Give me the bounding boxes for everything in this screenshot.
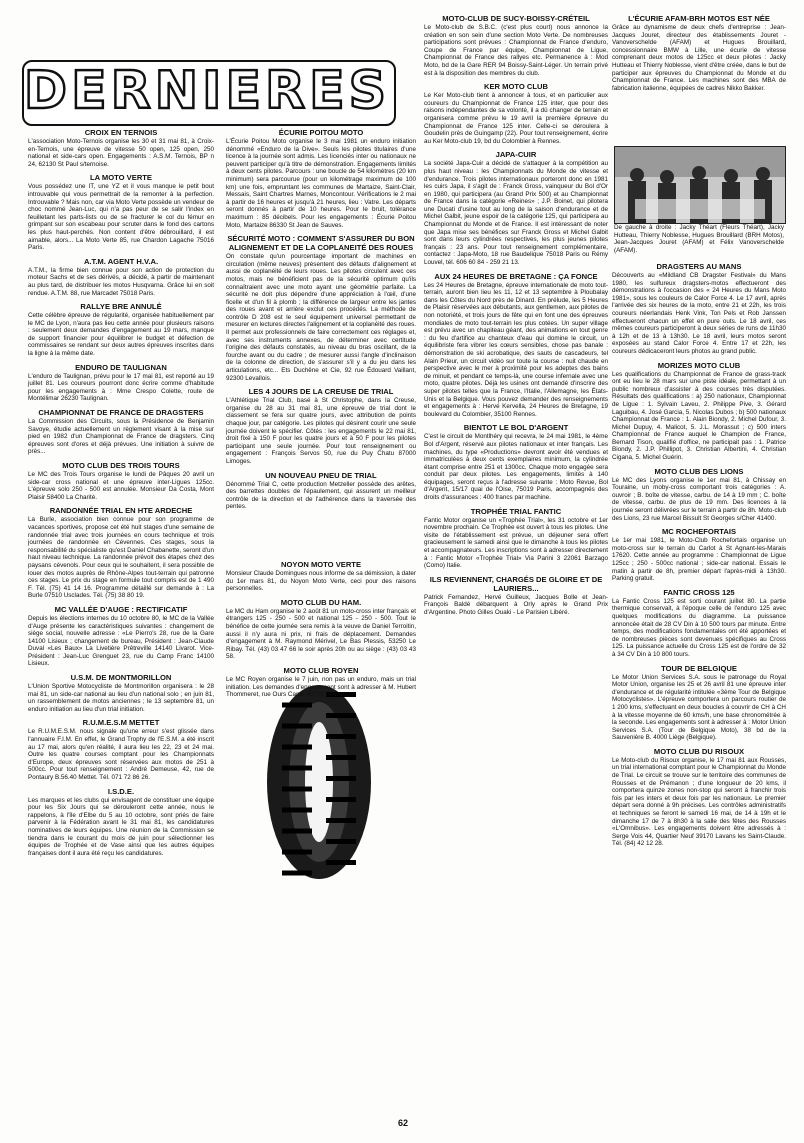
article bbox=[28, 605, 214, 668]
article-heading: RALLYE BRE ANNULÉ bbox=[80, 302, 162, 312]
article-heading: MOTO CLUB ROYEN bbox=[283, 665, 359, 675]
article-body: Patrick Fernandez, Hervé Guilleux, Jacques Bolle et Jean-François Baldé débarquent à Orly après le Grand Prix d'Argentine. Photo Gilles Ouaki - Le Parisien Libéré. bbox=[424, 593, 608, 616]
article-body: La Fantic Cross 125 est sorti courant juillet 80. La partie thermique conservait, à l'époque celle de l'enduro 125 avec quelques modifications du diagramme. La puissance annoncée était de 28 CV Din à 10 500 tours par minute. Entre temps, des modifications fondamentales ont été apportées et de nombreuses pièces sont devenues spécifiques au Cross 125. La puissance actuelle du Cross 125 est de l'ordre de 32 à 34 CV Din à 10 800 tours. bbox=[612, 597, 786, 658]
team-photo bbox=[614, 146, 786, 224]
article-heading: SÉCURITÉ MOTO : COMMENT S'ASSURER DU BON ALIGNEMENT ET DE LA COPLANEITÉ DES ROUES bbox=[227, 234, 415, 253]
article-heading: R.U.M.E.S.M METTET bbox=[82, 718, 160, 728]
article bbox=[424, 150, 608, 266]
article-heading: JAPA-CUIR bbox=[495, 150, 537, 160]
masthead bbox=[22, 60, 392, 122]
article-body: A.T.M., la firme bien connue pour son action de protection du moteur Sachs et de ses dérivés, a décidé, à partir de maintenant au plus tard, de distribuer les motos Husqvarna. Grâce lui en soit rendue. A.T.M. 88, rue Marcadet 75018 Paris. bbox=[28, 266, 214, 297]
article bbox=[612, 361, 786, 462]
article-heading: AUX 24 HEURES DE BRETAGNE : ÇA FONCE bbox=[434, 271, 598, 281]
article bbox=[424, 14, 608, 77]
column-2 bbox=[226, 128, 416, 516]
article-body: Grâce au dynamisme de deux chefs d'entreprise : Jean-Jacques Jouret, directeur des établissements Jouret - Vanoverschelde (AFAM) et Hugues Brouillard, concessionnaire BMW à Lille, une écurie de vitesse comprenant deux motos de 125cc et deux pilotes : Jacky Hutteau et Thierry Noblesse, vient d'être créée, dans le but de participer aux épreuves du Championnat du Monde et du Championnat de France. Les machines sont des MBA de fabrication italienne, équipées de cadres Nikko Bakker. bbox=[612, 24, 786, 92]
article-body: Les marques et les clubs qui envisagent de constituer une équipe pour les Six Jours qui se dérouleront cette année, nous le rappelons, à l'île d'Elbe du 5 au 10 octobre, sont priés de faire parvenir à la Fédération avant le 31 mai 81, les candidatures nominatives de leurs équipes. Une réunion de la Commission se tiendra dans le courant du mois de juin pour sélectionner les équipes de Trophée et de Vase ainsi que les autres équipes françaises dont il aura été reçu les candidatures. bbox=[28, 796, 214, 857]
article-heading: ENDURO DE TAULIGNAN bbox=[75, 362, 167, 372]
article bbox=[424, 272, 608, 419]
article-heading: MOTO CLUB DES LIONS bbox=[654, 466, 744, 476]
article bbox=[612, 467, 786, 523]
column-1 bbox=[28, 128, 214, 862]
article-body: Le MC des Trois Tours organise le lundi de Pâques 20 avril un side-car cross national et une épreuve inter-Ligues 125cc. L'épreuve solo 250 - 500 est annulée. Monsieur Da Costa, Mont Plaisir 58400 La Charité. bbox=[28, 471, 214, 501]
article-body: L'Écurie Poitou Moto organise le 3 mai 1981 un enduro initiation dénommé «Enduro de la Dive». Seuls les pilotes titulaires d'une licence à la journée sont admis. Les licenciés inter ou nationaux ne peuvent participer qu'à titre de démonstration. Engagements limités à deux cents pilotes. Parcours : une boucle de 54 kilomètres (20 km minimum) sera parcourue (pour un kilométrage maximum de 100 km) une fois, empruntant les communes de Martaize, Saint-Clair, Messais, Saint Chartres Marnes, Moncontour. Vérifications le 2 mai à partir de 16 heures et jusqu'à 21 heures, lieu : Vatre. Les départs seront donnés à partir de 10 heures. Pour le bruit, tolérance maximum : 85 décibels. Pour les engagements : Écurie Poitou Moto, Martaize 86330 St Jean de Sauves. bbox=[226, 138, 416, 229]
article bbox=[612, 262, 786, 356]
article-body: Le Moto-club du Risoux organise, le 17 mai 81 aux Rousses, un trial international comptant pour le Championnat du Monde de Trial. Le circuit se trouve sur le territoire des communes de Rousses et de Prémanon ; d'une longueur de 20 kms, il comportera quinze zones non-stop qui seront à franchir trois fois par les inters et deux fois par les nationaux. Le premier départ sera donné à 9h précises. Les contrôles administratifs et techniques se feront le samedi 16 mai, de 14 à 19h et le dimanche 17 de 7 à 8h30 à la salle des fêtes des Rousses «L'Omnibus». Les engagements doivent être adressés à : Serge Vois 44, Quartier Neuf 39170 Lavans les Saint-Claude. Tél. (84) 42 12 28. bbox=[612, 756, 786, 848]
article-heading: RANDONNÉE TRIAL EN HTE ARDECHE bbox=[49, 506, 193, 516]
article bbox=[28, 461, 214, 501]
masthead-title: DERNIERES bbox=[23, 61, 391, 121]
article bbox=[28, 787, 214, 858]
article-body: L'association Moto-Ternois organise les 30 et 31 mai 81, à Croix-en-Ternois, une épreuve de vitesse 50 open, 125 open, 250 national et side-cars open. Engagements : A.S.M. Ternois, BP n 24, 62130 St Paul s/ternoise. bbox=[28, 138, 214, 168]
article bbox=[28, 408, 214, 456]
column-4-lower bbox=[612, 262, 786, 853]
article-heading: I.S.D.E. bbox=[107, 786, 135, 796]
article-heading: MORIZES MOTO CLUB bbox=[657, 360, 741, 370]
article bbox=[226, 598, 416, 661]
article-body: Monsieur Claude Domingues nous informe de sa démission, à dater du 1er mars 81, du Noyon Moto Verte, ceci pour des raisons personnelles. bbox=[226, 570, 416, 593]
article-body: Découverts au «Mildland CB Dragster Festival» du Mans 1980, les sulfureux dragsters-motos effectueront des démonstrations à l'occasion des « 24 Heures du Mans Moto 1981», sous les couleurs de Calor Force 4. Le 17 avril, après l'arrivée des six heures de la moto, entre 21 et 22h, les trois coureurs néerlandais Henk Vink, Ton Pels et Rob Janssen effectueront chacun un effet en pure outs. Le 18 avril, ces mêmes coureurs participeront à deux séries de runs de 11h30 à 12h et de 13 à 13h30. Le 18 avril, leurs motos seront exposées au stand Calor Force 4. Entre 17 et 22h, les coureurs dédicaceront leurs photos au grand public. bbox=[612, 272, 786, 355]
article bbox=[28, 673, 214, 713]
article-body: Cette célèbre épreuve de régularité, organisée habituellement par le MC de Lyon, n'aura pas lieu cette année pour plusieurs raisons : seulement deux demandes d'engagement au 19 mars, manque de support financier pour équilibrer le budget et défection de commissaires se rendant sur deux autres épreuves inscrites dans la ligne à la même date. bbox=[28, 312, 214, 358]
article bbox=[424, 82, 608, 145]
article bbox=[226, 387, 416, 465]
article bbox=[28, 363, 214, 403]
article-heading: MC VALLÉE D'AUGE : RECTIFICATIF bbox=[54, 604, 188, 614]
article-heading: MOTO CLUB DES TROIS TOURS bbox=[62, 461, 180, 470]
article-heading: BIENTOT LE BOL D'ARGENT bbox=[463, 423, 569, 433]
article bbox=[612, 747, 786, 848]
article-body: Les 24 Heures de Bretagne, épreuve internationale de moto tout-terrain, auront bien lieu les 11, 12 et 13 septembre à Ploubalay dans les Côtes du Nord près de Dinard. En prélude, les 5 Heures de Plaisir réservées aux débutants, aux gentlemen, aux pilotes de non notoriété, et trois jours de fête qui en font une des épreuves mondiales de moto tout-terrain les plus cotées. Un super village est prévu avec un chapiteau géant, des animations en tout genre : du feu d'artifice au chanteux d'eau qui domine le circuit, un équilibriste fera vibrer les cœurs sensibles, chose pas banale : démonstration de ski acrobatique, des sauts de cascadeurs, tel Alain Prieur, un circuit vidéo sur toute la course : nuit chaude en perspective avec le mer à proximité pour les adeptes des bains de minuit, et pendant ce temps-là, une course infernale avec une moto, quatre pilotes. Déjà les usines ont demandé d'inscrire des super pilotes telles que la France, l'Italie, l'Allemagne, les États-Unis et la Belgique. Vous pouvez demander des renseignements et engagements à : Hervé Kervella, 24 Heures de Bretagne, 19 boulevard du Colombier, 35100 Rennes. bbox=[424, 281, 608, 418]
article-body: L'Union Sportive Motocycliste de Montmorillon organisera : le 28 mai 81, un side-car national au lieu d'un national solo ; en juin 81, un rassemblement de motos anciennes ; le 13 septembre 81, un enduro initiation au lieu d'un trial initiation. bbox=[28, 683, 214, 713]
article-body: Fantic Motor organise un «Trophée Trial», les 31 octobre et 1er novembre prochain. Ce Trophée est ouvert à tous les pilotes. Une visite de l'établissement est prévue, un déjeuner sera offert gracieusement le samedi ainsi que le dimanche à tous les pilotes et accompagnateurs. Les inscriptions sont à adresser directement à : Fantic Motor «Trophée Trial» Via Parini 3 22061 Barzago (Como) Italie. bbox=[424, 516, 608, 570]
article bbox=[28, 128, 214, 168]
article-body: Le MC du Ham organise le 2 août 81 un moto-cross inter français et étrangers 125 - 250 - 500 et national 125 - 250 - 500. Tout le bénéfice de cette journée sera remis à la veuve de Daniel Terroitin, aussi il n'y aura ni prix, ni frais de déplacement. Demandes d'engagement à M. Raymond Mérivel, Le Bas Plessis, 53250 Le Ribay. Tél. (43) 03 47 66 le soir après 20h ou au siège : (43) 03 43 58. bbox=[226, 607, 416, 661]
article-body: Les qualifications du Championnat de France de grass-track ont eu lieu le 28 mars sur une piste idéale, permettant à un public nombreux d'assister à des courses très disputées. Résultats des qualifications : a) 250 nationaux, Championnat de Ligue : 1. Sylvain Laveu, 2. Philippe Pive, 3. Gérard Laguibau, 4. José Garcia, 5. Nicolas Dubos ; b) 500 nationaux Championnat de France : 1. Alain Biondy, 2. Michel Dufour, 3. Michel Dupuy, 4. Malicot, 5. J.L. Morassut ; c) 500 inters Championnat de France auquel le Champion de France, Bernard Tison, qualifié d'office, ne participait pas : 1. Patrice Biondy, 2. J.P. Phillipot, 3. Christian Albertini, 4. Christian Cigana, 5. Michel Guérin. bbox=[612, 370, 786, 462]
article bbox=[28, 257, 214, 297]
article bbox=[612, 588, 786, 659]
article-heading: TOUR DE BELGIQUE bbox=[661, 663, 737, 673]
article-body: Vous possédez une IT, une YZ et il vous manque le petit bout introuvable qui vous permettrait de la remonter à la perfection. Introuvable ? Mais non, car via Moto Verte possède un vendeur de choc nommé Jean-Luc, qui n'a pas peur de se salir l'index en feuilletant les parts-lists ou de se fracturer le col du fémur en grimpant sur son escabeau pour scruter dans le fond des cartons les plus haut-perchés. Non content d'être débrouillard, il est aimable, alors... La Moto Verte 85, rue Chardon Lagache 75016 Paris. bbox=[28, 183, 214, 252]
article-body: Depuis les élections internes du 10 octobre 80, le MC de la Vallée d'Auge présente les caractéristiques suivantes : changement de siège social, nouvelle adresse : «Le Pierro's 28, rue de la Gare 14100 Lisieux ; changement de bureau, Président : Jean-Claude Duval «Les Baux» La Livetière Prêtreville 14140 Livarot. Vice-Président : Jean-Luc Grenguet 23, rue du Camp Franc 14100 Lisieux. bbox=[28, 614, 214, 668]
article-body: C'est le circuit de Montlhéry qui recevra, le 24 mai 1981, le 4ème Bol d'Argent, réservé aux pilotes nationaux et inter français. Les machines, du type «Productions» devront avoir été vendues et immatriculées à deux cents exemplaires minimum, la cylindrée étant comprise entre 251 et 1300cc. Chaque moto engagée sera conduit par deux pilotes. Les engagements, limités à 140 équipages, seront reçus à l'adresse suivante : Moto Revue, Bol d'Argent, 15/17 quai de l'Oise, 75019 Paris, accompagnés des droits d'assurances : 400 francs par machine. bbox=[424, 433, 608, 502]
article bbox=[226, 234, 416, 382]
article-heading: MOTO-CLUB DE SUCY-BOISSY-CRÉTEIL bbox=[442, 14, 590, 23]
article-body: L'Athlétique Trial Club, basé à St Christophe, dans la Creuse, organise du 28 au 31 mai 81, une épreuve de trial dont le classement se fera sur quatre jours, avec attribution de points chaque jour, par catégorie. Les pilotes qui désirent courir une seule journée doivent le spécifier. Côtés : les engagements le 22 mai 81, droit fixé à 150 F pour les quatre jours et à 50 F pour les pilotes participant une seule journée. Pour tout renseignement ou engagement : François Servos 50, rue du Puy Chatu 87000 Limoges. bbox=[226, 397, 416, 465]
article bbox=[226, 128, 416, 229]
article bbox=[612, 527, 786, 583]
article-body: La société Japa-Cuir a décidé de s'attaquer à la compétition au plus haut niveau : les Championnats du Monde de vitesse et d'endurance. Trois pilotes internationaux porteront donc en 1981 les cuirs Japa, il s'agit de : Franck Gross, vainqueur du Bol d'Or en 1980, qui participera (au Grand Prix 500) et au Championnat de France dans la catégorie «Reines» ; J.P. Boinet, qui pilotera une Ducati d'usine tout au long de la saison d'endurance et de Michel Galbit, jeune espoir de la catégorie 125, qui participera au Championnat du Monde et de France. Il est intéressant de noter que Japa mise ses bénéfices sur Franck Gross et Michel Galbit sont dans leurs cylindrées respectives, les plus jeunes pilotes français : 23 ans. Pour tout renseignement complémentaire, contactez : Japa-Moto, 18 rue Baudelique 75018 Paris ou Rémy Louvel, tél. 606 60 84 - 259 21 13. bbox=[424, 160, 608, 267]
article-body: Le Moto-club de S.B.C. (c'est plus court) nous annonce la création en son sein d'une section Moto Verte. De nombreuses participations sont prévues : Championnat de France d'enduro, Coupe de France par équipe, Championnat de Ligue, Championnat de France des rallyes etc. Permanence à : Mod Moto, bd de la Gare RER 94 Boissy-Saint-Léger. Un terrain privé est à la disposition des membres du club. bbox=[424, 24, 608, 77]
article-heading: LES 4 JOURS DE LA CREUSE DE TRIAL bbox=[248, 387, 394, 397]
article-heading: DRAGSTERS AU MANS bbox=[656, 262, 742, 271]
article-heading: ÉCURIE POITOU MOTO bbox=[278, 128, 364, 137]
article bbox=[28, 173, 214, 251]
article-heading: L'ÉCURIE AFAM-BRH MOTOS EST NÉE bbox=[628, 14, 770, 23]
article-heading: MOTO CLUB DU HAM. bbox=[280, 597, 362, 607]
article bbox=[612, 664, 786, 742]
article-body: Le Motor Union Services S.A. sous le patronage du Royal Motor Union, organise les 25 et 26 avril 81 une épreuve inter d'endurance et de régularité intitulée «3ème Tour de Belgique Motocyclistes». L'épreuve comportera un parcours routier de 1 200 kms, s'effectuant en deux boucles à couvrir de CH à CH à la vitesse moyenne de 60 kms/h, une base chronométrée à la seconde. Les engagements sont à adresser à : Motor Union Services S.A. (Tour de Belgique Moto), 38 bd de la Sauvenière B. 4000 Liège (Belgique). bbox=[612, 673, 786, 742]
article-body: Dénommé Trial C, cette production Metzeller possède des arêtes, des barrettes doubles de l'épaulement, qui assurent un meilleur contrôle de la direction et de l'adhérence dans la traversée des pentes. bbox=[226, 480, 416, 511]
article-heading: UN NOUVEAU PNEU DE TRIAL bbox=[265, 470, 377, 480]
article-body: Le Ker Moto-club tient à annoncer à tous, et en particulier aux coureurs du Championnat de France 125 inter, que pour des raisons indépendantes de sa volonté, il a dû changer de terrain et organisera comme prévu le 19 avril la première épreuve du Championnat de France 125 inter. Celle-ci se déroulera à Goudelin près de Guingamp (22). Pour tout renseignement, écrire au Ker Moto-club 19, bd du Colombier à Rennes. bbox=[424, 92, 608, 145]
article bbox=[28, 506, 214, 600]
article-heading: MOTO CLUB DU RISOUX bbox=[653, 746, 745, 756]
article bbox=[28, 718, 214, 781]
article-body: On constate qu'un pourcentage important de machines en circulation (même neuves) présentent des défauts d'alignement et aussi de coplanéité de leurs roues. Les pilotes circulent avec ces motos, mais ne bénéficient pas de la sécurité optimum qu'ils connaîtraient avec une moto ayant une géométrie parfaite. La sécurité ne doit plus dépendre d'une appréciation à l'œil, d'une ficelle et d'un fil à plomb ; la différence de largeur entre les jantes des roues avant et arrière exclut ces procédés. La méthode de contrôle D 208 est le seul équipement universel permettant de mesurer en lectures directes l'alignement et la coplanéité des roues. Il permet aux professionnels de faire correctement ces réglages et, avec ses instruments annexes, de déterminer avec certitude l'origine des défauts constatés, au niveau du bras oscillant, de la fourche avant ou du cadre ; de mesurer aussi l'angle d'inclinaison de la colonne de direction, de s'assurer s'il y a du jeu dans les articulations, etc... Ets Duchêne et Cie, 92 rue Édouard Vaillant, 92300 Levallois. bbox=[226, 253, 416, 382]
article bbox=[226, 471, 416, 511]
column-3 bbox=[424, 14, 608, 622]
column-2-lower bbox=[226, 560, 416, 704]
article-heading: TROPHÉE TRIAL FANTIC bbox=[470, 506, 562, 516]
article bbox=[424, 423, 608, 501]
article-heading: LA MOTO VERTE bbox=[89, 173, 153, 183]
column-4 bbox=[612, 14, 786, 97]
article-body: L'enduro de Taulignan, prévu pour le 17 mai 81, est reporté au 19 juillet 81. Les coureurs pourront donc écrire comme d'habitude pour les engagements à : Mme Crespo Colette, route de Montélimar 26230 Taulignan. bbox=[28, 372, 214, 403]
article bbox=[28, 302, 214, 358]
article-heading: U.S.M. DE MONTMORILLON bbox=[70, 673, 172, 683]
article-heading: ILS REVIENNENT, CHARGÉS DE GLOIRE ET DE LAURIERS... bbox=[429, 574, 603, 593]
page-number: 62 bbox=[397, 1118, 408, 1128]
article-heading: NOYON MOTO VERTE bbox=[280, 560, 362, 569]
article bbox=[424, 507, 608, 570]
article-body: Le MC des Lyons organise le 1er mai 81, à Chissay en Touraine, un moby-cross comportant trois catégories : A. ouvroir ; B. boîte de vitesse, carbu. de 14 à 19 mm ; C. boîte de vitesse, carbu. de plus de 19 mm. Des licences à la journée seront délivrées sur le terrain à partir de 8h. Moto-club des Lions, 23 rue Marcel Bissult St Georges s/Cher 41400. bbox=[612, 476, 786, 522]
article-body: La Commission des Circuits, sous la Présidence de Benjamin Savoye, étudie actuellement un règlement visant à la mise sur pied en 1982 d'un Championnat de France de dragsters. Cinq épreuves sont d'ores et déjà prévues. Une initiation à suivre de près... bbox=[28, 418, 214, 456]
article-heading: MC ROCHEFORTAIS bbox=[661, 527, 737, 537]
article-heading: CHAMPIONNAT DE FRANCE DE DRAGSTERS bbox=[38, 408, 204, 418]
article bbox=[424, 575, 608, 617]
article-body: Le 1er mai 1981, le Moto-Club Rochefortais organise un moto-cross sur le terrain du Carlot à St Agnant-les-Marais 17620. Cette année au programme : Championnat de Ligue 125cc ; 250 - 500cc national ; side-car national. Essais le matin à partir de 8h, premier départ l'après-midi à 13h30. Parking gratuit. bbox=[612, 537, 786, 583]
article bbox=[226, 560, 416, 593]
article bbox=[612, 14, 786, 92]
team-photo-caption: De gauche à droite : Jacky Théart (Fleurs Théart), Jacky Hutteau, Thierry Noblesse, Hugues Brouillard (BRH Motos), Jean-Jacques Jouret (AFAM) et Félix Vanoverschelde (AFAM). bbox=[614, 224, 784, 254]
article-heading: FANTIC CROSS 125 bbox=[663, 587, 735, 597]
article-body: Le R.U.M.E.S.M. nous signale qu'une erreur s'est glissée dans l'annuaire F.I.M. En effet, le Grand Trophy de l'E.S.M. a été inscrit au 17 mai, alors qu'en réalité, il aura lieu les 22, 23 et 24 mai. Outre les quatre courses comptant pour les Championnats d'Europe, deux épreuves sont réservées aux motos de 251 à 500cc. Pour tout renseignement : André Demeuse, 42, rue de Pontaury B.56.40 Mettet. Tél. 071 72 86 26. bbox=[28, 728, 214, 781]
article bbox=[226, 666, 416, 699]
trial-tire-illustration bbox=[264, 682, 374, 882]
article-heading: KER MOTO CLUB bbox=[484, 82, 548, 92]
article-heading: A.T.M. AGENT H.V.A. bbox=[83, 256, 159, 266]
article-heading: CROIX EN TERNOIS bbox=[84, 128, 158, 137]
article-body: Le MC Royen organise le 7 juin, non pas un enduro, mais un trial initiation. Les demandes d'engagement sont à adresser à M. Hubert Thommeret, rue Ours Camp 80700 Roye. bbox=[226, 675, 416, 699]
article-body: La Burle, association bien connue pour son programme de vacances sportives, propose cet été huit stages d'une semaine de randonnée trial avec trois journées en cours technique et trois journées de randonnée en Cévennes. Ces stages, sous la responsabilité du spécialiste qu'est Daniel Chabanette, seront d'un haut niveau technique. La randonnée prévoit des étapes chez des paysans cévenols. Pour ceux qui le souhaitent, il sera possible de louer des motos auprès de Rhône-Alpes tout-terrain qui patronne ces stages. Le prix du stage en formule tout compris est de 1 490 F. Tél. (75) 41 14 16. Programme détaillé sur demande à : La Burle 07510 Usclades. Tél. (75) 38 80 19. bbox=[28, 516, 214, 600]
